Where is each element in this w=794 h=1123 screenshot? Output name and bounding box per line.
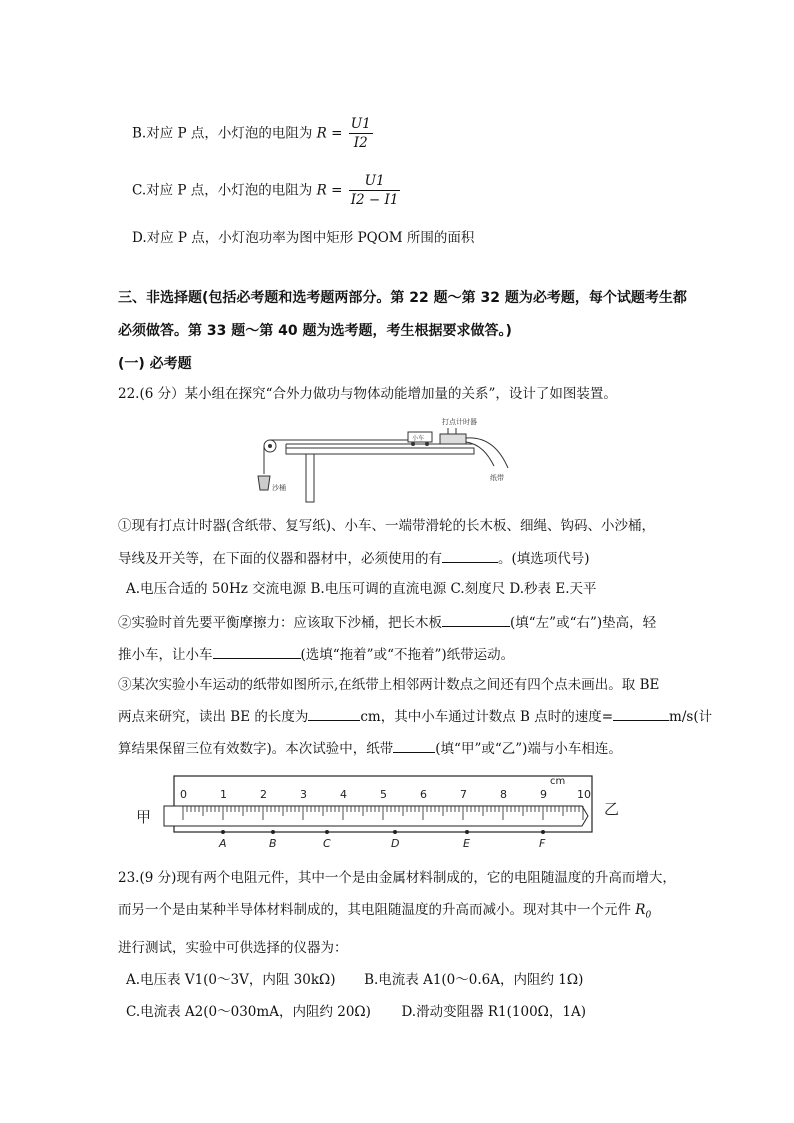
option-b-denominator: I2 [353, 135, 368, 151]
q22-p3-line3-tail: (填“甲”或“乙”)端与小车相连。 [435, 741, 622, 757]
q23-line1: 23.(9 分)现有两个电阻元件，其中一个是由金属材料制成的，它的电阻随温度的升高而增大， [118, 870, 676, 886]
ruler-number: 3 [300, 788, 307, 801]
option-b [132, 115, 373, 159]
ruler-number: 6 [420, 788, 427, 801]
ruler-number: 10 [577, 788, 591, 801]
q23-option-a: A.电压表 V1(0～3V，内阻 30kΩ) [126, 972, 336, 988]
ruler-number: 9 [540, 788, 547, 801]
answer-blank-3[interactable] [213, 644, 301, 659]
tape-label: 纸带 [490, 474, 504, 482]
sand-bucket-icon [258, 476, 270, 490]
answer-blank-4[interactable] [308, 706, 360, 721]
q22-p3-line3 [118, 738, 622, 759]
q22-p2-line2 [118, 644, 514, 665]
option-b-lhs: R = [316, 125, 343, 142]
q23-line2 [118, 900, 651, 926]
answer-blank-2[interactable] [442, 612, 510, 627]
option-c-fraction [349, 172, 401, 209]
q22-p2-line2-tail: (选填“拖着”或“不拖着”)纸带运动。 [300, 647, 515, 663]
ruler-right-label: 乙 [604, 800, 620, 818]
board-leg [306, 454, 314, 502]
option-c-text: C.对应 P 点，小灯泡的电阻为 [132, 182, 317, 199]
q22-p1-options: A.电压合适的 50Hz 交流电源 B.电压可调的直流电源 C.刻度尺 D.秒表 E.天平 [126, 581, 597, 597]
option-b-fraction [349, 115, 373, 152]
count-point [325, 830, 329, 834]
bucket-label: 沙桶 [272, 484, 286, 492]
q22-p3-line2-mid: cm，其中小车通过计数点 B 点时的速度= [360, 709, 614, 725]
timer-icon [440, 434, 466, 444]
option-d: D.对应 P 点，小灯泡功率为图中矩形 PQOM 所围的面积 [132, 230, 475, 246]
paper-tape-strip [164, 806, 588, 826]
q22-p1-line2 [118, 548, 590, 569]
long-board [286, 448, 474, 454]
option-b-text: B.对应 P 点，小灯泡的电阻为 [132, 125, 317, 142]
option-c-lhs: R = [316, 182, 343, 199]
q23-options-row1 [126, 970, 583, 990]
q23-options-row2 [126, 1002, 586, 1022]
q22-p1-line1: ①现有打点计时器(含纸带、复写纸)、小车、一端带滑轮的长木板、细绳、钩码、小沙桶， [118, 518, 656, 534]
ruler-number: 4 [340, 788, 347, 801]
q23-option-b: B.电流表 A1(0～0.6A，内阻约 1Ω) [364, 972, 584, 988]
count-point-label: B [269, 837, 277, 850]
q22-p2-line1-text: ②实验时首先要平衡摩擦力：应该取下沙桶，把长木板 [118, 615, 442, 631]
ruler-number: 1 [220, 788, 227, 801]
ruler-number: 7 [460, 788, 467, 801]
apparatus-figure [250, 414, 540, 506]
count-point-label: D [391, 837, 400, 850]
q22-p3-line2-text: 两点来研究，读出 BE 的长度为 [118, 709, 309, 725]
q22-p1-line2-text: 导线及开关等，在下面的仪器和器材中，必须使用的有 [118, 551, 442, 567]
q22-p1-line2-tail: 。(填选项代号) [498, 551, 590, 567]
count-point [541, 830, 545, 834]
ruler-number: 2 [260, 788, 267, 801]
section-heading-line1: 三、非选择题(包括必考题和选考题两部分。第 22 题～第 32 题为必考题，每个试题考生都 [118, 290, 687, 306]
ruler-unit: cm [550, 776, 566, 787]
car-label: 小车 [412, 435, 425, 442]
count-point-label: C [323, 837, 331, 850]
q22-p2-line1-tail: (填“左”或“右”)垫高，轻 [510, 615, 657, 631]
count-point [465, 830, 469, 834]
q22-p2-line2-text: 推小车，让小车 [118, 647, 213, 663]
option-c-denominator: I2 − I1 [350, 192, 399, 208]
q23-line3: 进行测试，实验中可供选择的仪器为： [118, 940, 348, 956]
q22-stem: 22.(6 分）某小组在探究“合外力做功与物体动能增加量的关系”，设计了如图装置。 [118, 386, 617, 402]
option-c-numerator: U1 [349, 172, 401, 191]
q23-line2-text: 而另一个是由某种半导体材料制成的，其电阻随温度的升高而减小。现对其中一个元件 [118, 902, 636, 918]
q22-p3-line3-text: 算结果保留三位有效数字)。本次试验中，纸带 [118, 741, 394, 757]
ruler-number: 8 [500, 788, 507, 801]
count-point-label: F [539, 837, 546, 850]
q23-option-c: C.电流表 A2(0～030mA，内阻约 20Ω) [126, 1004, 371, 1020]
option-b-numerator: U1 [350, 116, 371, 132]
count-point-label: E [463, 837, 470, 850]
answer-blank-5[interactable] [613, 706, 669, 721]
r0-symbol: $R_0$ [635, 902, 652, 921]
option-c [132, 172, 400, 216]
timer-label: 打点计时器 [442, 418, 477, 426]
required-heading: (一) 必考题 [118, 356, 192, 372]
answer-blank-6[interactable] [393, 738, 435, 753]
q22-p2-line1 [118, 612, 656, 633]
q22-p3-line2 [118, 706, 712, 727]
ruler-left-label: 甲 [136, 808, 152, 826]
q23-option-d: D.滑动变阻器 R1(100Ω，1A) [401, 1004, 586, 1020]
ruler-number: 0 [180, 788, 187, 801]
section-heading-line2: 必须做答。第 33 题～第 40 题为选考题，考生根据要求做答。) [118, 323, 512, 339]
q22-p3-line1: ③某次实验小车运动的纸带如图所示,在纸带上相邻两计数点之间还有四个点未画出。取 BE [118, 677, 660, 693]
count-point [393, 830, 397, 834]
count-point-label: A [219, 837, 227, 850]
count-point [271, 830, 275, 834]
answer-blank-1[interactable] [442, 548, 498, 563]
ruler-figure [130, 770, 630, 854]
ruler-number: 5 [380, 788, 387, 801]
q22-p3-line2-tail: m/s(计 [669, 709, 713, 725]
count-point [221, 830, 225, 834]
